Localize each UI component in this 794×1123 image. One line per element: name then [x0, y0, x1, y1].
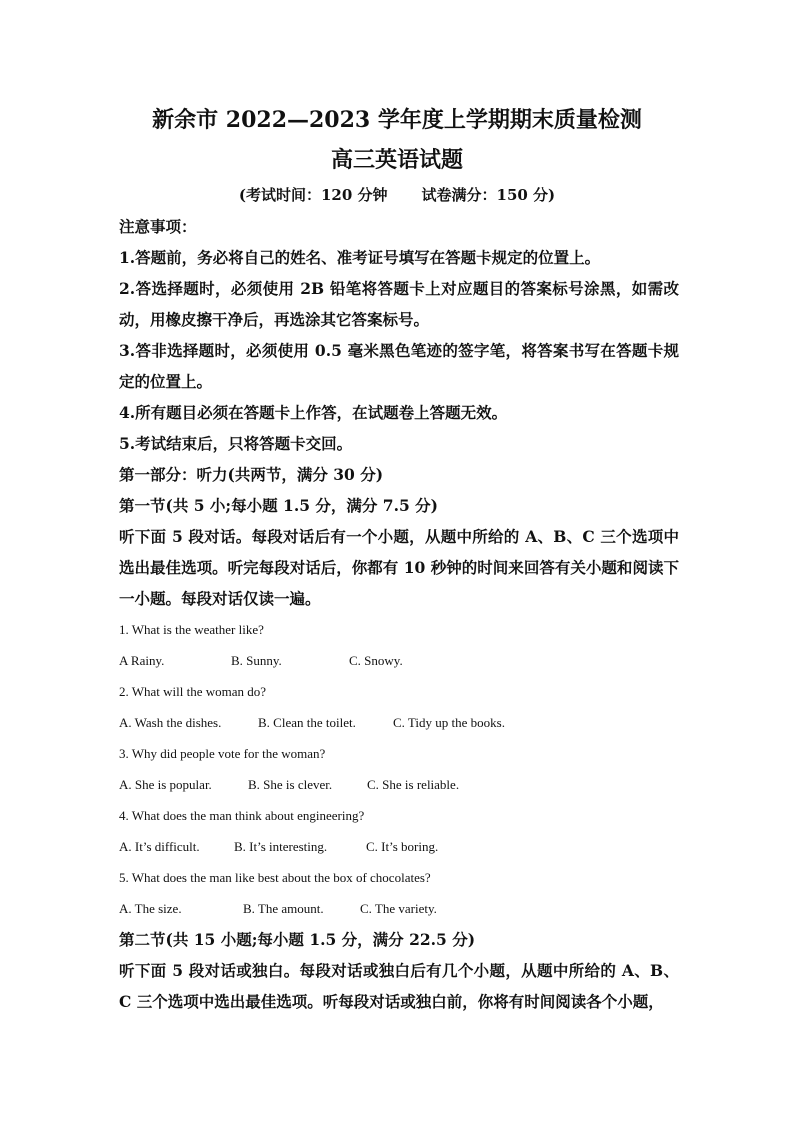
option-c: C. Tidy up the books.	[393, 715, 505, 730]
question-3: 3. Why did people vote for the woman?	[119, 746, 326, 761]
exam-time: (考试时间：120 分钟	[238, 186, 388, 204]
exam-meta	[0, 184, 794, 206]
notice-item-2: 2.答选择题时，必须使用 2B 铅笔将答题卡上对应题目的答案标号涂黑，如需改动，用橡皮擦干净后，再选涂其它答案标号。	[119, 279, 679, 329]
notice-item-5: 5.考试结束后，只将答题卡交回。	[119, 434, 353, 453]
option-a: A. Wash the dishes.	[119, 715, 222, 730]
option-b: B. It’s interesting.	[234, 839, 328, 854]
options-4	[119, 831, 679, 862]
options-2	[119, 707, 679, 738]
option-c: C. It’s boring.	[366, 839, 439, 854]
option-b: B. Sunny.	[231, 653, 282, 668]
option-b: B. Clean the toilet.	[258, 715, 356, 730]
option-c: C. She is reliable.	[367, 777, 460, 792]
option-a: A Rainy.	[119, 653, 165, 668]
options-5	[119, 893, 679, 924]
exam-body	[119, 211, 679, 1017]
option-b: B. The amount.	[243, 901, 324, 916]
section1-instructions: 听下面 5 段对话。每段对话后有一个小题，从题中所给的 A、B、C 三个选项中选出最佳选项。听完每段对话后，你都有 10 秒钟的时间来回答有关小题和阅读下一小题。每段对话仅读一遍。	[119, 527, 679, 608]
option-b: B. She is clever.	[248, 777, 333, 792]
section1-heading: 第一节(共 5 小;每小题 1.5 分，满分 7.5 分)	[119, 496, 438, 515]
option-a: A. It’s difficult.	[119, 839, 200, 854]
notice-item-4: 4.所有题目必须在答题卡上作答，在试题卷上答题无效。	[119, 403, 508, 422]
notice-item-1: 1.答题前，务必将自己的姓名、准考证号填写在答题卡规定的位置上。	[119, 248, 601, 267]
option-c: C. The variety.	[360, 901, 437, 916]
option-a: A. The size.	[119, 901, 182, 916]
section2-heading: 第二节(共 15 小题;每小题 1.5 分，满分 22.5 分)	[119, 930, 476, 949]
notice-heading: 注意事项：	[119, 217, 197, 236]
exam-subtitle: 高三英语试题	[330, 147, 463, 173]
section2-instructions: 听下面 5 段对话或独白。每段对话或独白后有几个小题，从题中所给的 A、B、C 三个选项中选出最佳选项。听每段对话或独白前，你将有时间阅读各个小题，	[119, 961, 679, 1011]
question-5: 5. What does the man like best about the box of chocolates?	[119, 870, 431, 885]
options-1	[119, 645, 679, 676]
question-4: 4. What does the man think about engineering?	[119, 808, 365, 823]
notice-item-3: 3.答非选择题时，必须使用 0.5 毫米黑色笔迹的签字笔，将答案书写在答题卡规定的位置上。	[119, 341, 679, 391]
part1-heading: 第一部分：听力(共两节，满分 30 分)	[119, 465, 384, 484]
full-score: 试卷满分：150 分)	[421, 186, 556, 204]
exam-title: 新余市 2022—2023 学年度上学期期末质量检测	[152, 107, 642, 133]
option-c: C. Snowy.	[349, 653, 403, 668]
question-1: 1. What is the weather like?	[119, 622, 264, 637]
options-3	[119, 769, 679, 800]
option-a: A. She is popular.	[119, 777, 212, 792]
question-2: 2. What will the woman do?	[119, 684, 267, 699]
